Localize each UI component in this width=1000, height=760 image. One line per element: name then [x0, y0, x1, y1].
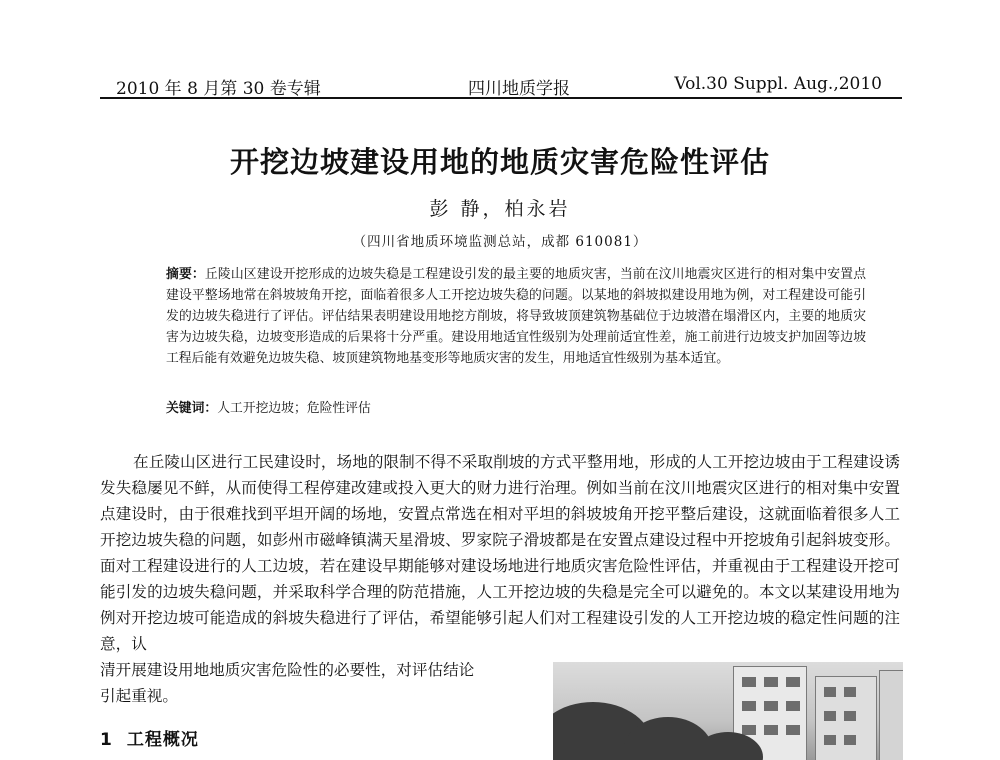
body-paragraph [100, 449, 900, 657]
photo-window [844, 735, 856, 745]
photo-window [742, 725, 756, 735]
photo-window [742, 701, 756, 711]
photo-building [815, 676, 877, 760]
photo-window [824, 735, 836, 745]
paper-affiliation: （四川省地质环境监测总站，成都 610081） [352, 234, 648, 250]
body-tail-line-1: 清开展建设用地地质灾害危险性的必要性，对评估结论 [100, 661, 475, 679]
header-rule [100, 97, 902, 99]
paper-authors: 彭 静，柏永岩 [429, 198, 571, 220]
section-heading [100, 725, 199, 750]
photo-window [764, 677, 778, 687]
keywords [166, 398, 866, 419]
photo-window [824, 711, 836, 721]
photo-building [879, 670, 903, 760]
running-header [100, 66, 900, 99]
photo-window [786, 725, 800, 735]
keywords-text: 人工开挖边坡；危险性评估 [217, 401, 371, 416]
header-journal: 四川地质学报 [468, 79, 570, 99]
site-photo [553, 662, 903, 760]
paper-title: 开挖边坡建设用地的地质灾害危险性评估 [229, 145, 770, 179]
header-issue: 2010 年 8 月第 30 卷专辑 [116, 79, 321, 99]
body-paragraph-text: 在丘陵山区进行工民建设时，场地的限制不得不采取削坡的方式平整用地，形成的人工开挖边坡由于工程建设诱发失稳屡见不鲜，从而使得工程停建改建或投入更大的财力进行治理。例如当前在汶川地震灾区进行的相对集中安置点建设时，由于很难找到平坦开阔的场地，安置点常选在相对平坦的斜坡坡角开挖平整后建设，这就面临着很多人工开挖边坡失稳的问题，如彭州市磁峰镇满天星滑坡、罗家院子滑坡都是在安置点建设过程中开挖坡角引起斜坡变形。面对工程建设进行的人工边坡，若在建设早期能够对建设场地进行地质灾害危险性评估，并重视由于工程建设开挖可能引发的边坡失稳问题，并采取科学合理的防范措施，人工开挖边坡的失稳是完全可以避免的。本文以某建设用地为例对开挖边坡可能造成的斜坡失稳进行了评估，希望能够引起人们对工程建设引发的人工开挖边坡的稳定性问题的注意，认 [100, 453, 900, 653]
photo-window [764, 725, 778, 735]
photo-window [786, 677, 800, 687]
abstract [166, 264, 866, 369]
keywords-label: 关键词： [166, 401, 218, 416]
section-title: 工程概况 [126, 730, 199, 750]
photo-window [824, 687, 836, 697]
photo-window [764, 701, 778, 711]
photo-window [742, 677, 756, 687]
photo-window [844, 687, 856, 697]
header-volume: Vol.30 Suppl. Aug.,2010 [674, 74, 882, 94]
body-paragraph-tail [100, 657, 530, 709]
photo-window [844, 711, 856, 721]
body-tail-line-2: 引起重视。 [100, 687, 178, 705]
abstract-label: 摘要： [166, 267, 205, 282]
photo-window [786, 701, 800, 711]
section-number: 1 [100, 730, 113, 750]
abstract-text: 丘陵山区建设开挖形成的边坡失稳是工程建设引发的最主要的地质灾害，当前在汶川地震灾区进行的相对集中安置点建设平整场地常在斜坡坡角开挖，面临着很多人工开挖边坡失稳的问题。以某地的斜坡拟建设用地为例，对工程建设可能引发的边坡失稳进行了评估。评估结果表明建设用地挖方削坡，将导致坡顶建筑物基础位于边坡潜在塌滑区内，主要的地质灾害为边坡失稳，边坡变形造成的后果将十分严重。建设用地适宜性级别为处理前适宜性差，施工前进行边坡支护加固等边坡工程后能有效避免边坡失稳、坡顶建筑物地基变形等地质灾害的发生，用地适宜性级别为基本适宜。 [166, 267, 867, 366]
